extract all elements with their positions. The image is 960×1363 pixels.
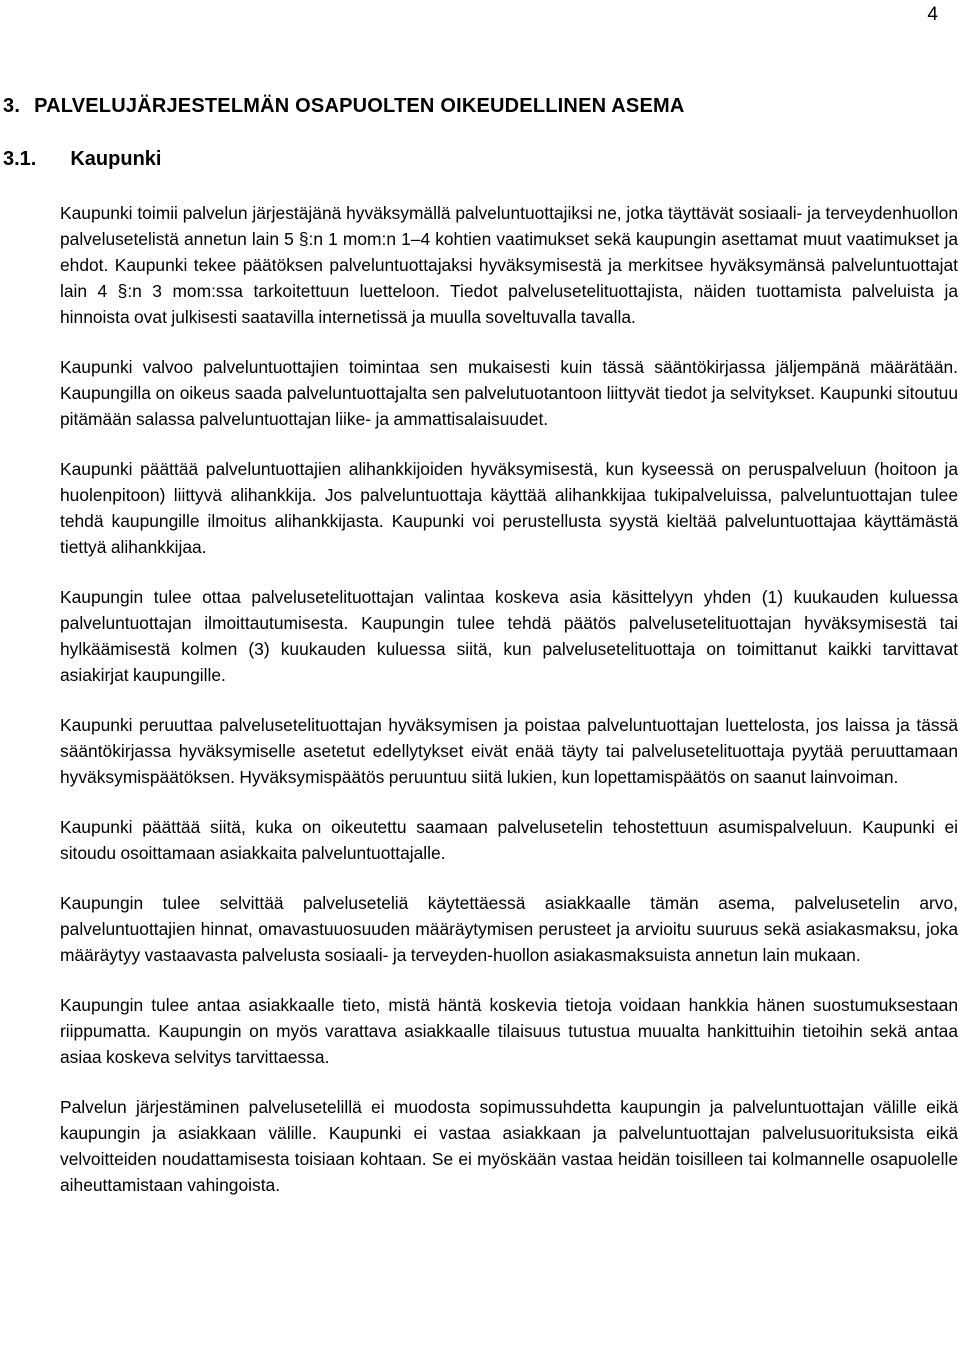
paragraph: Palvelun järjestäminen palvelusetelillä ei muodosta sopimussuhdetta kaupungin ja palveluntuottajan välille eikä kaupungin ja asiakkaan välille. Kaupunki ei vastaa asiakkaan ja palveluntuottajan palvelusuorituksista eikä velvoitteiden noudattamisesta toisiaan kohtaan. Se ei myöskään vastaa heidän toisilleen tai kolmannelle osapuolelle aiheuttamistaan vahingoista. (60, 1097, 958, 1195)
paragraph: Kaupunki peruuttaa palvelusetelituottajan hyväksymisen ja poistaa palveluntuottajan luettelosta, jos laissa ja tässä sääntökirjassa hyväksymiselle asetetut edellytykset eivät enää täyty tai palvelusetelituottaja pyytää peruuttamaan hyväksymispäätöksen. Hyväksymispäätös peruuntuu siitä lukien, kun lopettamispäätös on saanut lainvoiman. (60, 715, 958, 787)
paragraph: Kaupunki valvoo palveluntuottajien toimintaa sen mukaisesti kuin tässä sääntökirjassa jäljempänä määrätään. Kaupungilla on oikeus saada palveluntuottajalta sen palvelutuotantoon liittyvät tiedot ja selvitykset. Kaupunki sitoutuu pitämään salassa palveluntuottajan liike- ja ammattisalaisuudet. (60, 357, 958, 429)
section-number: 3. (3, 95, 21, 117)
section-heading (3, 95, 685, 118)
section-title: PALVELUJÄRJESTELMÄN OSAPUOLTEN OIKEUDELLINEN ASEMA (34, 95, 685, 117)
page-number: 4 (927, 4, 938, 25)
paragraph: Kaupungin tulee selvittää palveluseteliä käytettäessä asiakkaalle tämän asema, palvelusetelin arvo, palveluntuottajien hinnat, omavastuuosuuden määräytymisen perusteet ja arvioitu suuruus sekä asiakasmaksu, joka määräytyy vastaavasta palvelusta sosiaali- ja terveyden-huollon asiakasmaksuista annetun lain mukaan. (60, 893, 958, 965)
paragraph: Kaupungin tulee antaa asiakkaalle tieto, mistä häntä koskevia tietoja voidaan hankkia hänen suostumuksestaan riippumatta. Kaupungin on myös varattava asiakkaalle tilaisuus tutustua muualta hankittuihin tietoihin sekä antaa asiaa koskeva selvitys tarvittaessa. (60, 995, 958, 1067)
paragraph: Kaupungin tulee ottaa palvelusetelituottajan valintaa koskeva asia käsittelyyn yhden (1) kuukauden kuluessa palveluntuottajan ilmoittautumisesta. Kaupungin tulee tehdä päätös palvelusetelituottajan hyväksymisestä tai hylkäämisestä kolmen (3) kuukauden kuluessa siitä, kun palvelusetelituottaja on toimittanut kaikki tarvittavat asiakirjat kaupungille. (60, 587, 958, 685)
body-text (60, 200, 958, 1222)
subsection-number: 3.1. (3, 148, 37, 170)
subsection-heading (3, 148, 161, 171)
subsection-title: Kaupunki (70, 148, 162, 170)
paragraph: Kaupunki päättää siitä, kuka on oikeutettu saamaan palvelusetelin tehostettuun asumispalveluun. Kaupunki ei sitoudu osoittamaan asiakkaita palveluntuottajalle. (60, 817, 958, 863)
paragraph: Kaupunki päättää palveluntuottajien alihankkijoiden hyväksymisestä, kun kyseessä on peruspalveluun (hoitoon ja huolenpitoon) liittyvä alihankkija. Jos palveluntuottaja käyttää alihankkijaa tukipalveluissa, palveluntuottajan tulee tehdä kaupungille ilmoitus alihankkijasta. Kaupunki voi perustellusta syystä kieltää palveluntuottajaa käyttämästä tiettyä alihankkijaa. (60, 459, 958, 557)
paragraph: Kaupunki toimii palvelun järjestäjänä hyväksymällä palveluntuottajiksi ne, jotka täyttävät sosiaali- ja terveydenhuollon palvelusetelistä annetun lain 5 §:n 1 mom:n 1–4 kohtien vaatimukset sekä kaupungin asettamat muut vaatimukset ja ehdot. Kaupunki tekee päätöksen palveluntuottajaksi hyväksymisestä ja merkitsee hyväksymänsä palveluntuottajat lain 4 §:n 3 mom:ssa tarkoitettuun luetteloon. Tiedot palvelusetelituottajista, näiden tuottamista palveluista ja hinnoista ovat julkisesti saatavilla internetissä ja muulla soveltuvalla tavalla. (60, 203, 958, 327)
